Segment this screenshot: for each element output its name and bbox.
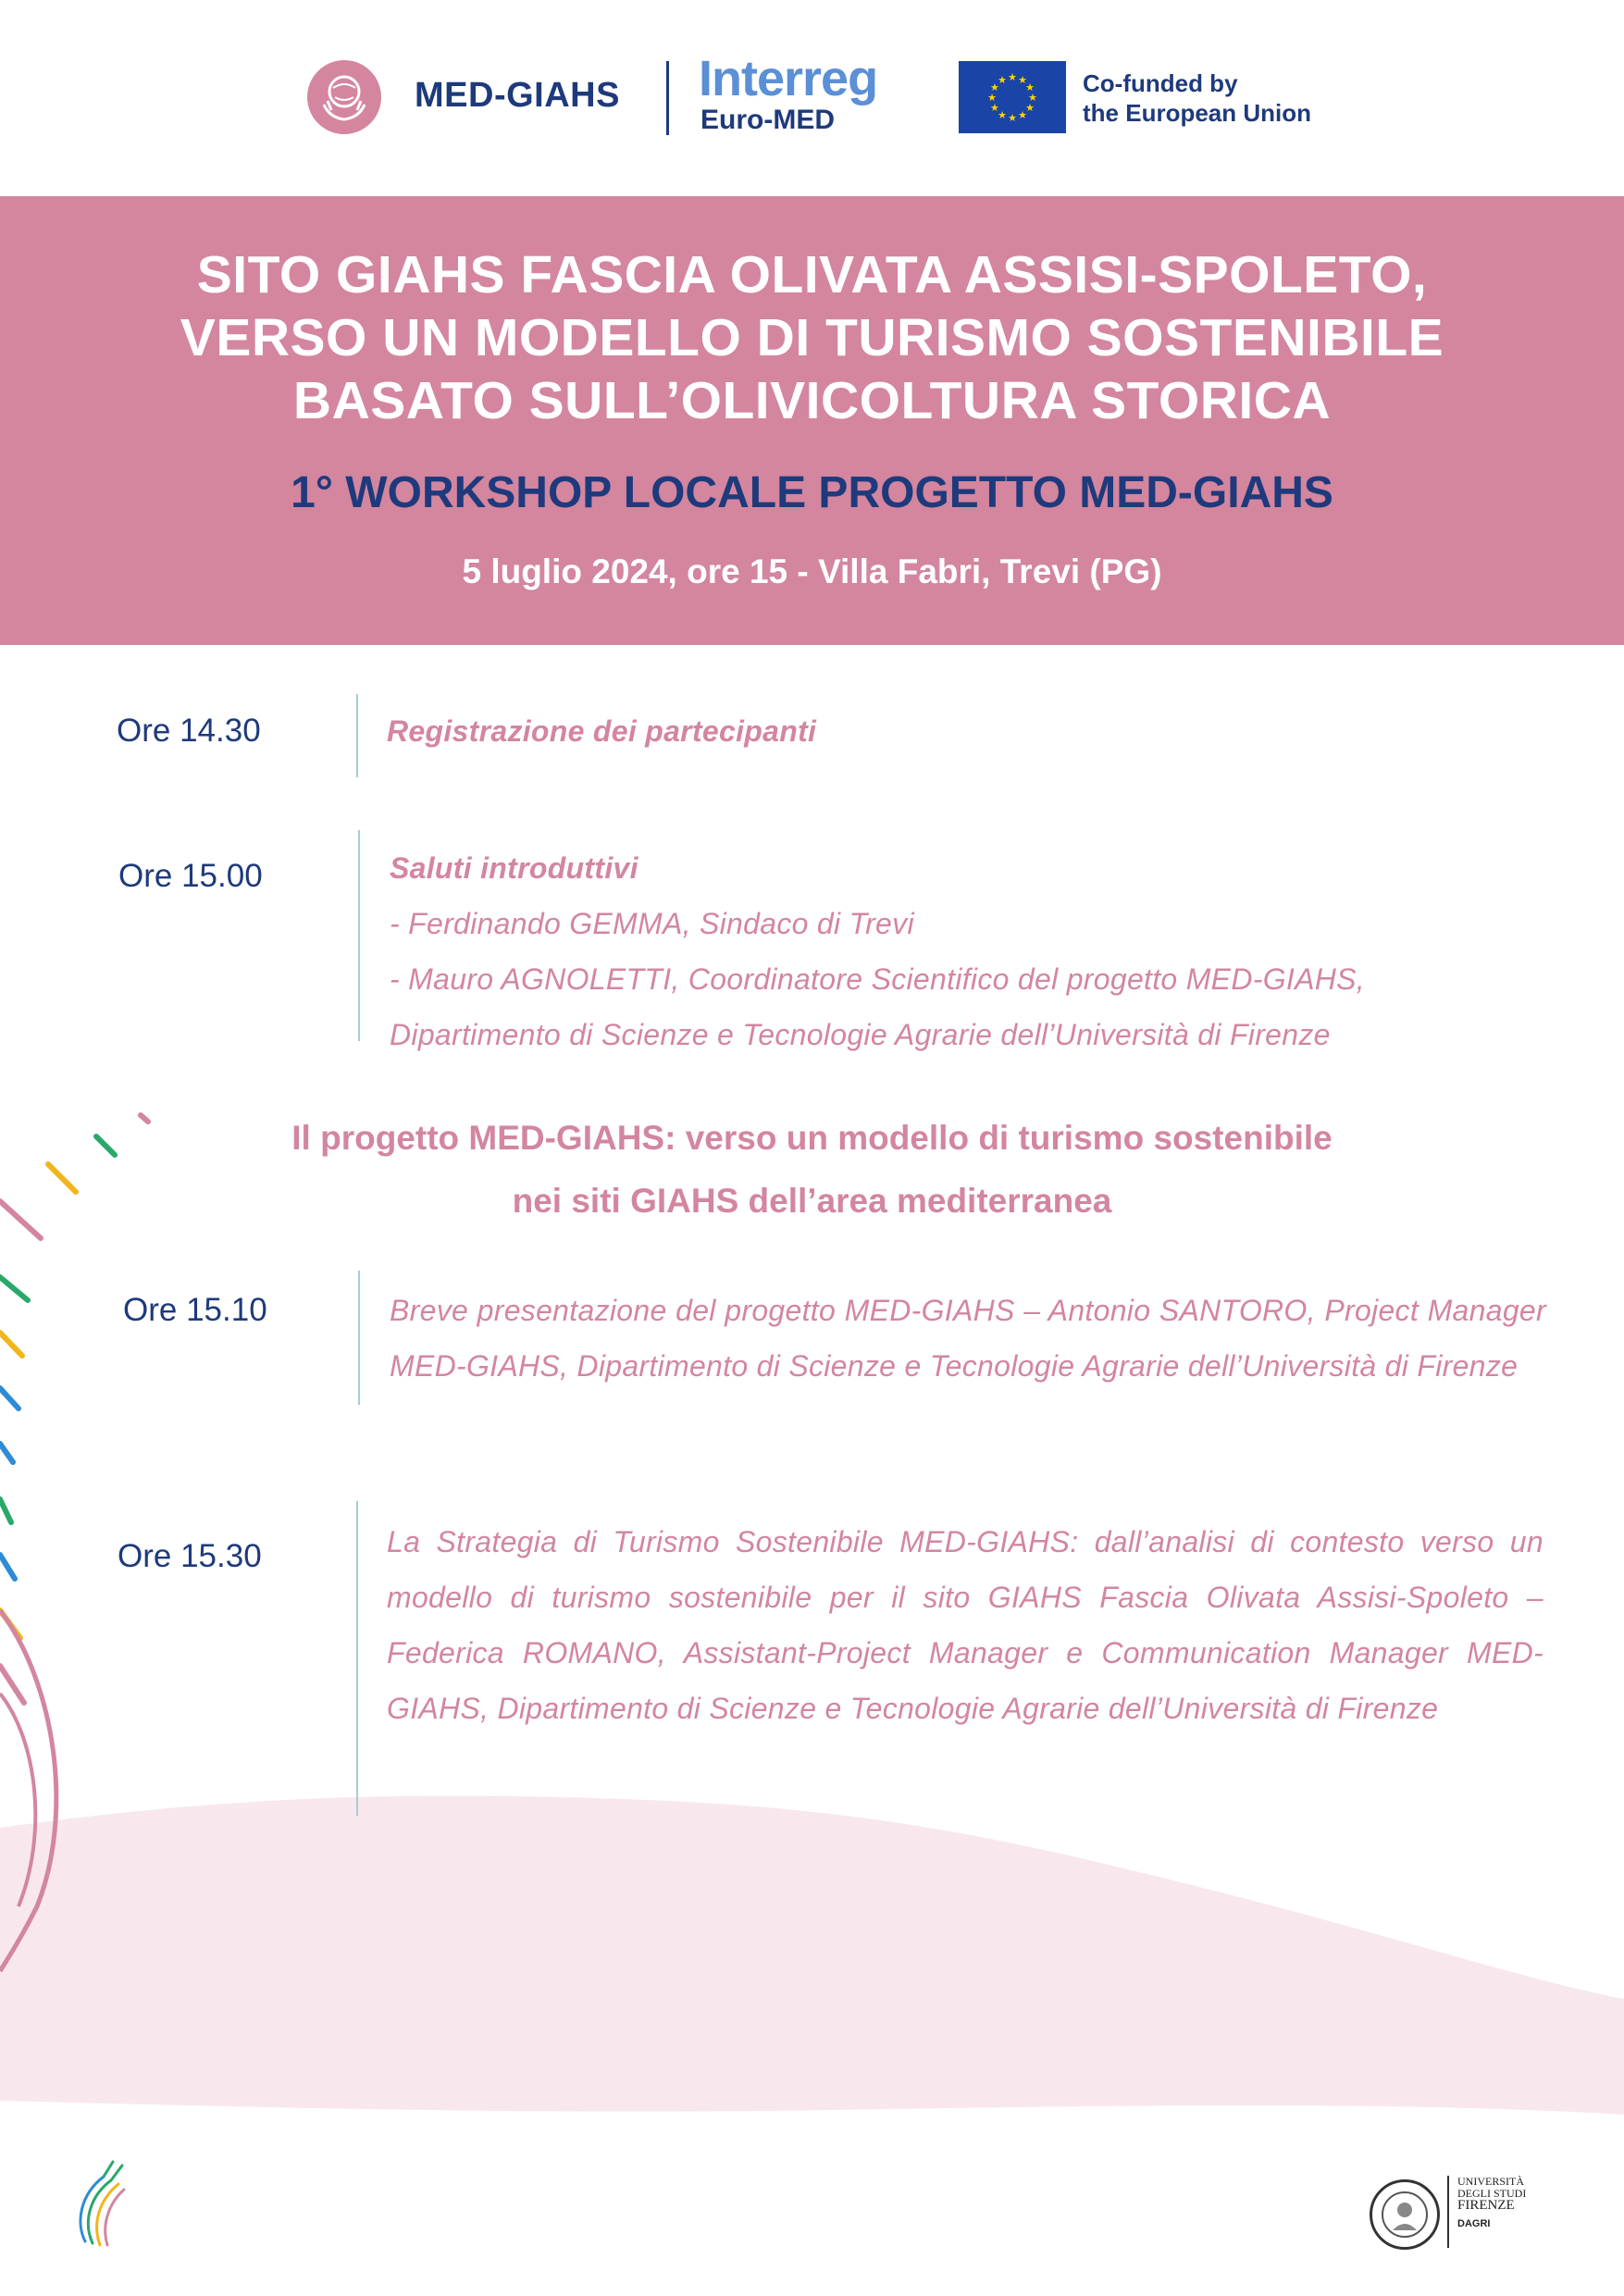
agenda-speaker-line: - Ferdinando GEMMA, Sindaco di Trevi xyxy=(390,907,914,940)
agenda-time: Ore 15.10 xyxy=(123,1292,267,1328)
euromed-logo-text: Euro-MED xyxy=(700,105,835,135)
agenda-time: Ore 15.00 xyxy=(118,858,263,894)
agenda-time: Ore 14.30 xyxy=(117,713,261,749)
eu-star-icon: ★ xyxy=(990,82,999,93)
agenda-speaker-line: Dipartimento di Scienze e Tecnologie Agrarie dell’Università di Firenze xyxy=(390,1018,1331,1051)
agenda-divider xyxy=(358,830,360,1041)
section-heading-line-1: Il progetto MED-GIAHS: verso un modello di turismo sostenibile xyxy=(291,1119,1333,1157)
section-heading-line-2: nei siti GIAHS dell’area mediterranea xyxy=(512,1182,1112,1220)
agenda-divider xyxy=(356,1501,358,1816)
unifi-line: DEGLI STUDI xyxy=(1457,2187,1527,2200)
title-line-1: SITO GIAHS FASCIA OLIVATA ASSISI-SPOLETO, xyxy=(196,245,1428,304)
unifi-line: UNIVERSITÀ xyxy=(1457,2175,1524,2188)
eu-star-icon: ★ xyxy=(1028,93,1037,104)
eu-star-icon: ★ xyxy=(987,93,997,104)
eu-star-icon: ★ xyxy=(1018,110,1027,122)
eu-star-icon: ★ xyxy=(990,103,999,114)
eu-star-icon: ★ xyxy=(1008,113,1017,124)
unifi-name xyxy=(1457,2176,1605,2212)
unifi-seal-icon xyxy=(1370,2179,1440,2250)
agenda-title: Saluti introduttivi xyxy=(390,851,638,885)
giahs-footer-logo-icon xyxy=(67,2149,141,2260)
dagri-label: DAGRI xyxy=(1457,2218,1491,2229)
event-date-location: 5 luglio 2024, ore 15 - Villa Fabri, Trevi (PG) xyxy=(462,552,1162,590)
eu-line-1: Co-funded by xyxy=(1083,69,1238,97)
eu-star-icon: ★ xyxy=(1008,72,1017,83)
eu-star-icon: ★ xyxy=(1025,82,1035,93)
eu-star-icon: ★ xyxy=(998,110,1007,122)
title-line-2: VERSO UN MODELLO DI TURISMO SOSTENIBILE xyxy=(180,308,1444,367)
unifi-line: FIRENZE xyxy=(1457,2198,1515,2213)
eu-star-icon: ★ xyxy=(1018,74,1027,86)
title-line-3: BASATO SULL’OLIVICOLTURA STORICA xyxy=(292,371,1332,430)
agenda-speaker-line: - Mauro AGNOLETTI, Coordinatore Scientifico del progetto MED-GIAHS, xyxy=(390,962,1365,996)
eu-line-2: the European Union xyxy=(1083,99,1311,127)
eu-star-icon: ★ xyxy=(1025,103,1035,114)
eu-star-icon: ★ xyxy=(998,74,1007,86)
agenda-divider xyxy=(358,1271,360,1405)
workshop-subtitle: 1° WORKSHOP LOCALE PROGETTO MED-GIAHS xyxy=(291,468,1333,517)
agenda-divider xyxy=(356,694,358,777)
interreg-logo-text: Interreg xyxy=(699,51,878,106)
unifi-divider xyxy=(1447,2176,1449,2248)
agenda-description: Breve presentazione del progetto MED-GIAHS – Antonio SANTORO, Project Manager MED-GIAHS, Dipartimento di Scienze e Tecnologie Agrarie dell’Università di Firenze xyxy=(390,1294,1546,1383)
med-giahs-brand: MED-GIAHS xyxy=(415,76,620,115)
agenda-title: Registrazione dei partecipanti xyxy=(387,714,817,748)
agenda-time: Ore 15.30 xyxy=(118,1538,262,1574)
agenda-description: La Strategia di Turismo Sostenibile MED-GIAHS: dall’analisi di contesto verso un modello di turismo sostenibile per il sito GIAHS Fascia Olivata Assisi-Spoleto – Federica ROMANO, Assistant-Project Manager e Communication Manager MED-GIAHS, Dipartimento di Scienze e Tecnologie Agrarie dell’Università di Firenze xyxy=(387,1525,1543,1725)
